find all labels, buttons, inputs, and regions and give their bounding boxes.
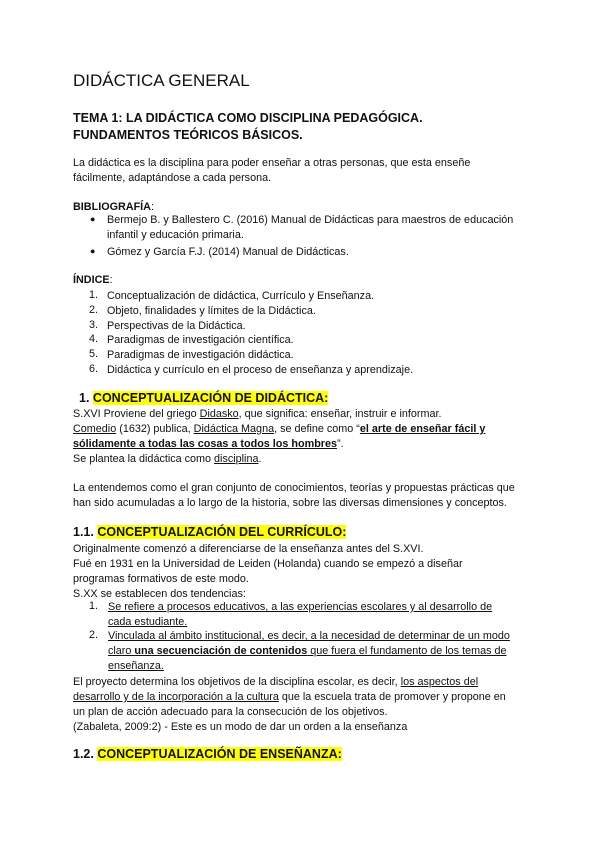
index-item-number: 5.: [89, 348, 99, 360]
bibliography-item: [107, 213, 513, 243]
section-1-1-intro: Originalmente comenzó a diferenciarse de la enseñanza antes del S.XVI. Fué en 1931 en la Universidad de Leiden (Holanda) cuando se empezó a diseñar programas formativos de este modo. S.XX se establecen dos tendencias:: [73, 543, 463, 600]
section-1-line4: Se plantea la didáctica como disciplina.: [73, 453, 262, 465]
section-1-1-number: 1.1.: [73, 525, 98, 539]
section-1-1-heading: [73, 525, 346, 539]
section-1-line2: Comedio (1632) publica, Didáctica Magna, se define como “el arte de enseñar fácil y: [73, 423, 486, 435]
intro-paragraph: [73, 156, 470, 186]
index-item: Objeto, finalidades y límites de la Didáctica.: [107, 305, 316, 317]
index-item-number: 4.: [89, 333, 99, 345]
index-item: Paradigmas de investigación científica.: [107, 334, 294, 346]
index-colon: :: [109, 274, 113, 286]
bullet-icon: ●: [90, 214, 96, 224]
topic-heading: [73, 110, 423, 144]
index-item-number: 2.: [89, 304, 99, 316]
section-1-2-title: CONCEPTUALIZACIÓN DE ENSEÑANZA:: [97, 747, 342, 761]
trend-item: Se refiere a procesos educativos, a las experiencias escolares y al desarrollo de cada estudiante.: [108, 601, 493, 628]
index-item: Conceptualización de didáctica, Currículo y Enseñanza.: [107, 290, 375, 302]
section-1-heading: [79, 391, 328, 405]
index-heading: [73, 273, 113, 288]
term-disciplina: disciplina: [214, 453, 259, 465]
book-didactica-magna: Didáctica Magna: [193, 423, 275, 435]
intro-line2: fácilmente, adaptándose a cada persona.: [73, 172, 272, 184]
trend-item-number: 2.: [89, 629, 99, 641]
section-1-2-heading: [73, 747, 342, 761]
section-1-line1: S.XVI Proviene del griego Didasko, que significa: enseñar, instruir e informar.: [73, 408, 442, 420]
index-item: Didáctica y currículo en el proceso de enseñanza y aprendizaje.: [107, 364, 414, 376]
bullet-icon: ●: [90, 246, 96, 256]
key-phrase: una secuenciación de contenidos: [134, 645, 308, 657]
trend-item-number: 1.: [89, 600, 99, 612]
definition-quote-cont: sólidamente a todas las cosas a todos los hombres: [73, 438, 338, 450]
bibliography-item-line2: infantil y educación primaria.: [107, 229, 244, 241]
section-1-number: 1.: [79, 391, 90, 405]
index-item: Perspectivas de la Didáctica.: [107, 320, 246, 332]
definition-quote: el arte de enseñar fácil y: [359, 423, 486, 435]
bibliography-colon: :: [150, 201, 154, 213]
trend-item: Vinculada al ámbito institucional, es decir, a la necesidad de determinar de un modo claro una secuenciación de contenidos que fuera el fundamento de los temas de enseñanza.: [108, 630, 510, 672]
intro-line1: La didáctica es la disciplina para poder enseñar a otras personas, que esta enseñe: [73, 157, 471, 169]
index-item-number: 6.: [89, 363, 99, 375]
bibliography-heading-text: BIBLIOGRAFÍA: [73, 201, 151, 213]
section-1-title: CONCEPTUALIZACIÓN DE DIDÁCTICA:: [92, 391, 329, 405]
section-1-paragraph: La entendemos como el gran conjunto de conocimientos, teorías y propuestas prácticas que han sido acumuladas a lo largo de la historia, sobre las diversas dimensiones y conceptos.: [73, 482, 515, 509]
bibliography-item-line1: Bermejo B. y Ballestero C. (2016) Manual de Didácticas para maestros de educación: [107, 214, 514, 226]
bibliography-item: Gómez y García F.J. (2014) Manual de Didácticas.: [107, 246, 349, 258]
section-1-1-title: CONCEPTUALIZACIÓN DEL CURRÍCULO:: [97, 525, 347, 539]
document-title: DIDÁCTICA GENERAL: [73, 71, 250, 90]
author-comedio: Comedio: [73, 423, 117, 435]
index-item-number: 3.: [89, 319, 99, 331]
section-1-1-paragraph: El proyecto determina los objetivos de la disciplina escolar, es decir, los aspectos del desarrollo y de la incorporación a la cultura que la escuela trata de promover y propone en un plan de acción adecuado para la consecución de los objetivos. (Zabaleta, 2009:2) - Este es un modo de dar un orden a la enseñanza: [73, 676, 506, 733]
section-1-2-number: 1.2.: [73, 747, 98, 761]
index-item-number: 1.: [89, 289, 99, 301]
term-didasko: Didasko: [199, 408, 239, 420]
topic-heading-line2: FUNDAMENTOS TEÓRICOS BÁSICOS.: [73, 128, 303, 142]
topic-heading-line1: TEMA 1: LA DIDÁCTICA COMO DISCIPLINA PEDAGÓGICA.: [73, 111, 423, 125]
index-item: Paradigmas de investigación didáctica.: [107, 349, 294, 361]
index-heading-text: ÍNDICE: [73, 274, 110, 286]
section-1-line3: sólidamente a todas las cosas a todos los hombres”.: [73, 438, 344, 450]
